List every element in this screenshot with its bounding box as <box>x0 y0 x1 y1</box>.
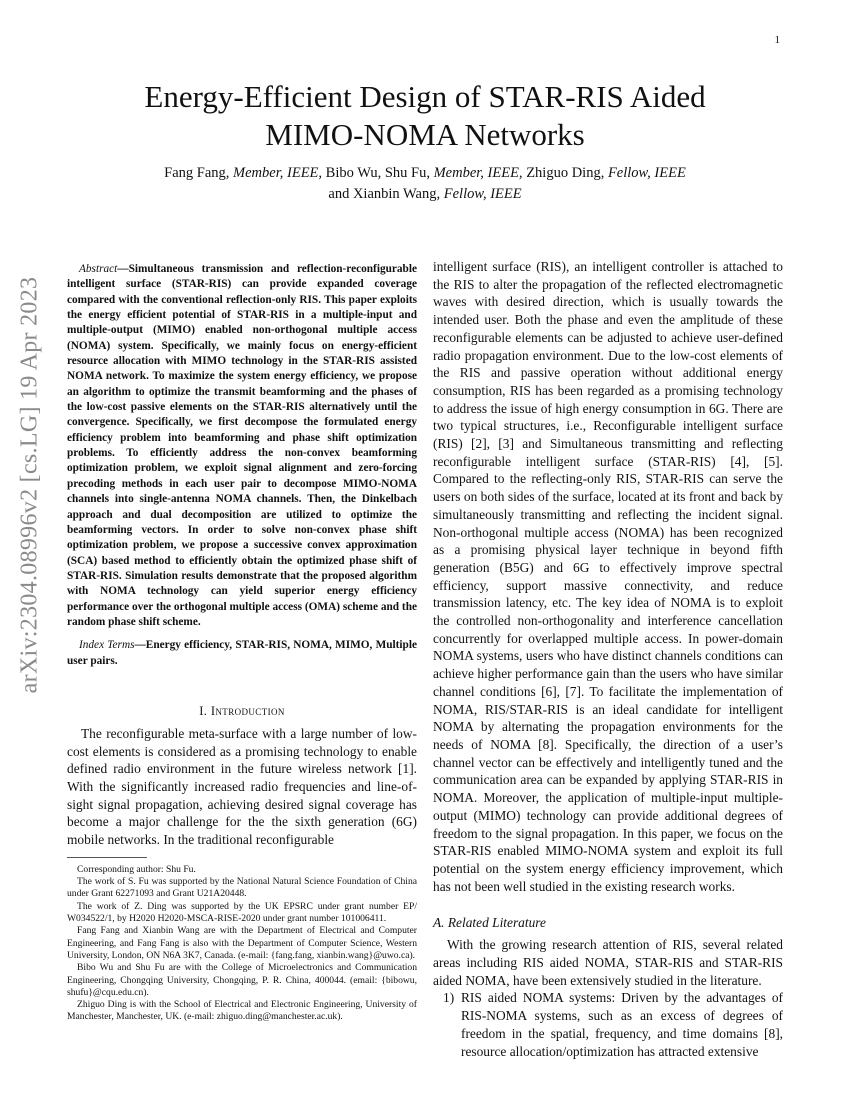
index-terms-label: Index Terms <box>79 639 135 652</box>
list-item-text: RIS aided NOMA systems: Driven by the advantages of RIS-NOMA systems, such as an excess of degrees of freedom in the spatial, frequency, and time domains [8], resource allocation/optimization has attracted extensive <box>461 990 783 1059</box>
intro-paragraph-right: intelligent surface (RIS), an intelligent controller is attached to the RIS to alter the propagation of the reflected electromagnetic waves with desired direction, which is usually towards the intended user. Both the phase and even the amplitude of these reconfigurable elements can be adjusted to achieve user-defined radio propagation environment. Due to the low-cost elements of the RIS and passive operation without additional energy consumption, RIS has been regarded as a promising technology to address the issue of high energy consumption in 6G. There are two typical structures, i.e., Reconfigurable intelligent surface (RIS) [2], [3] and Simultaneous transmitting and reflecting reconfigurable intelligent surface (STAR-RIS) [4], [5]. Compared to the reflecting-only RIS, STAR-RIS can serve the users on both sides of the surface, located at its front and back by simultaneously transmitting and reflecting the incident signal. Non-orthogonal multiple access (NOMA) has been recognized as a promising physical layer technique in beyond fifth generation (B5G) and 6G to effectively improve spectral efficiency, support massive connectivity, and reduce transmission latency, etc. The key idea of NOMA is to exploit the controlled non-orthogonality and interference cancellation concurrently for overlapped multiple access. In power-domain NOMA systems, users who have distinct channels conditions can achieve higher performance gain than the users who have similar channel conditions [6], [7]. To facilitate the implementation of NOMA, RIS/STAR-RIS is an ideal candidate for intelligent NOMA by alternating the propagation environments for the needs of NOMA [8]. Specifically, the direction of a user’s channel vector can be effectively and intelligently tuned and the communication area can be expanded by applying STAR-RIS in NOMA. Moreover, the application of multiple-input multiple-output (MIMO) technology can provide additional degrees of freedom to the signal propagation. In this paper, we focus on the STAR-RIS enabled MIMO-NOMA system and exploit its full potential on the system energy efficiency improvement, which has not been well studied in the existing research works. <box>433 259 783 894</box>
abstract-label: Abstract <box>79 263 118 275</box>
author-name: and Xianbin Wang, <box>328 186 444 202</box>
footnote-affiliation-fang-wang: Fang Fang and Xianbin Wang are with the Department of Electrical and Computer Engineering, and Fang Fang is also with the Department of Computer Science, Western University, London, ON N6A 3K7, Canada. (e-mail: {fang.fang, xianbin.wang}@uwo.ca). <box>67 925 417 961</box>
footnote-affiliation-ding: Zhiguo Ding is with the School of Electrical and Electronic Engineering, University of Manchester, Manchester, UK. (e-mail: zhiguo.ding@manchester.ac.uk). <box>67 999 417 1023</box>
section-number: I. <box>199 703 211 718</box>
paper-title <box>60 78 790 154</box>
footnote-affiliation-wu-fu: Bibo Wu and Shu Fu are with the College of Microelectronics and Communication Engineering, Chongqing University, Chongqing, P. R. China, 400044. (email: {bibowu, shufu}@cqu.edu.cn). <box>67 962 417 998</box>
section-title: Introduction <box>210 703 285 718</box>
page-number: 1 <box>774 34 780 46</box>
title-line-2: MIMO-NOMA Networks <box>265 117 585 152</box>
author-membership: Member, IEEE, <box>433 165 523 181</box>
footnote-corresponding-author: Corresponding author: Shu Fu. <box>77 863 196 875</box>
author-name: Fang Fang, <box>164 165 234 181</box>
subsection-heading-related-literature: A. Related Literature <box>433 915 546 931</box>
related-literature-paragraph: With the growing research attention of RIS, several related areas including RIS aided NOMA, STAR-RIS and STAR-RIS aided NOMA, have been extensively studied in the literature. <box>433 937 783 988</box>
intro-paragraph-left: The reconfigurable meta-surface with a large number of low-cost elements is considered as a promising technology to enable defined radio environment in the future wireless network [1]. With the significantly increased radio frequencies and line-of-sight signal propagation, achieving desired signal coverage has become a major challenge for the the sixth generation (6G) mobile networks. In the traditional reconfigurable <box>67 725 417 848</box>
section-heading-introduction <box>67 704 417 719</box>
footnote-divider <box>67 857 147 858</box>
index-terms-text: —Energy efficiency, STAR-RIS, NOMA, MIMO, Multiple user pairs. <box>67 639 417 667</box>
author-name: Bibo Wu, Shu Fu, <box>322 165 434 181</box>
author-membership: Fellow, IEEE <box>607 165 686 181</box>
index-terms <box>67 638 417 669</box>
abstract <box>67 262 417 630</box>
footnote-funding-fu: The work of S. Fu was supported by the National Natural Science Foundation of China under Grant 62271093 and Grant U21A20448. <box>67 876 417 900</box>
left-column <box>67 262 417 1024</box>
list-item <box>433 989 783 1060</box>
author-membership: Fellow, IEEE <box>443 186 522 202</box>
author-list <box>60 163 790 205</box>
arxiv-identifier-text: arXiv:2304.08996v2 [cs.LG] 19 Apr 2023 <box>16 276 43 694</box>
footnotes <box>67 864 417 1024</box>
title-line-1: Energy-Efficient Design of STAR-RIS Aided <box>144 79 706 114</box>
arxiv-identifier-stamp <box>8 265 52 705</box>
author-membership: Member, IEEE, <box>233 165 323 181</box>
right-column <box>433 258 783 1060</box>
author-name: Zhiguo Ding, <box>522 165 608 181</box>
list-item-number: 1) <box>443 990 455 1006</box>
abstract-text: —Simultaneous transmission and reflection-reconfigurable intelligent surface (STAR-RIS) can provide expanded coverage compared with the conventional reflection-only RIS. This paper exploits the energy efficient potential of STAR-RIS in a multiple-input and multiple-output (MIMO) enabled non-orthogonal multiple access (NOMA) system. Specifically, we mainly focus on energy-efficient resource allocation with MIMO technology in the STAR-RIS assisted NOMA network. To maximize the system energy efficiency, we propose an algorithm to optimize the transmit beamforming and the phases of the low-cost passive elements on the STAR-RIS alternatively until the convergence. Specifically, we first decompose the formulated energy efficiency problem into beamforming and phase shift optimization problems. To efficiently address the non-convex beamforming optimization problem, we exploit signal alignment and zero-forcing precoding methods in each user pair to decompose MIMO-NOMA channels into single-antenna NOMA channels. Then, the Dinkelbach approach and dual decomposition are utilized to optimize the beamforming vectors. In order to solve non-convex phase shift optimization problem, we propose a successive convex approximation (SCA) based method to efficiently obtain the optimized phase shift of STAR-RIS. Simulation results demonstrate that the proposed algorithm with NOMA technology can yield superior energy efficiency performance over the orthogonal multiple access (OMA) scheme and the random phase shift scheme. <box>67 263 417 628</box>
footnote-funding-ding: The work of Z. Ding was supported by the UK EPSRC under grant number EP/ W034522/1, by H2020 H2020-MSCA-RISE-2020 under grant number 101006411. <box>67 900 417 925</box>
